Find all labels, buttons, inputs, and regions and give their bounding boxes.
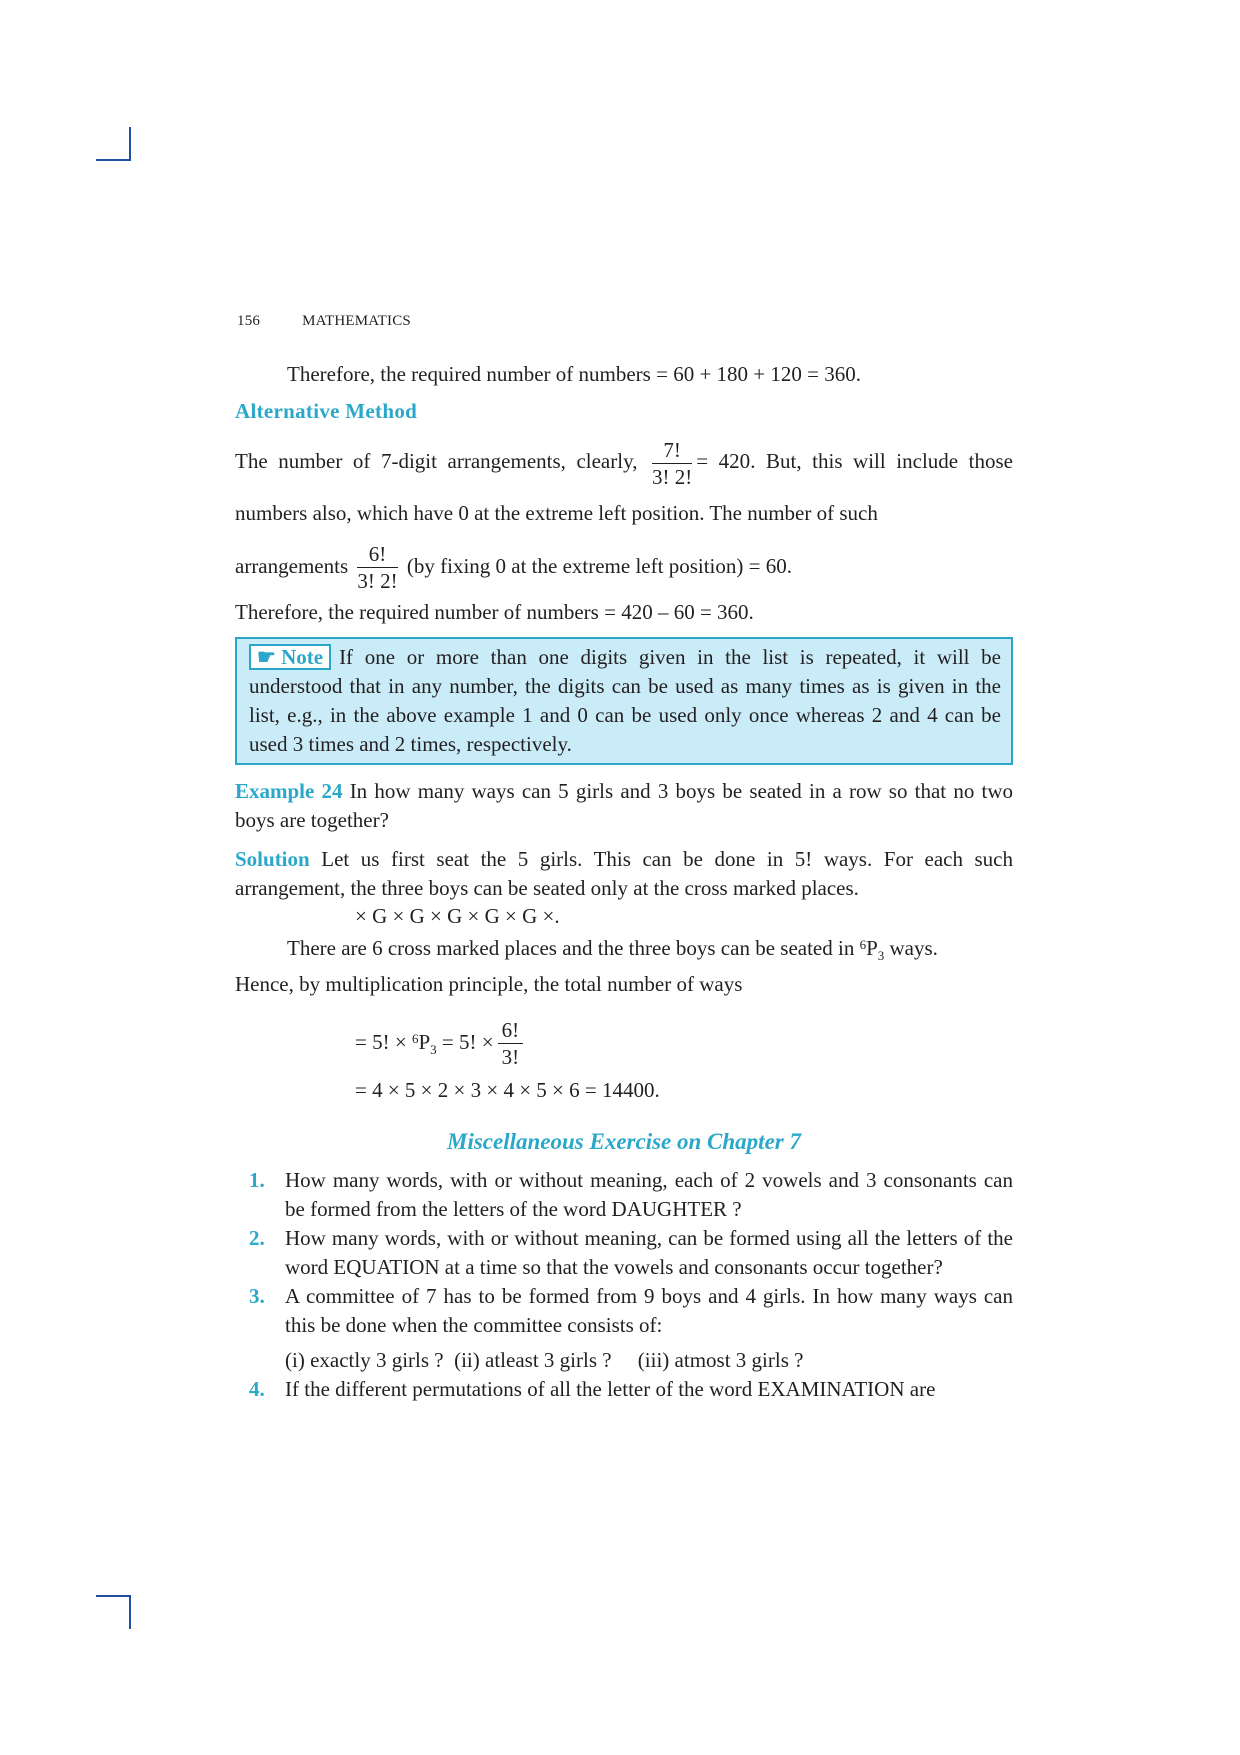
page-header [237, 313, 411, 330]
permutation-symbol-eq [411, 1029, 437, 1057]
solution-line2-post: ways. [889, 935, 938, 960]
perm-superscript: 6 [411, 1030, 419, 1046]
perm-subscript: 3 [877, 947, 885, 963]
fraction-7-factorial [652, 439, 692, 488]
running-title: MATHEMATICS [302, 313, 411, 329]
exercise-text: A committee of 7 has to be formed from 9 boys and 4 girls. In how many ways can this be done when the committee consists of: [285, 1283, 1013, 1337]
perm-subscript: 3 [430, 1041, 437, 1057]
frac-numerator: 7! [652, 439, 692, 464]
crop-mark-bottom-vertical [129, 1595, 131, 1629]
paragraph-arrangements-2 [235, 538, 1013, 594]
para1-post: . But, this will include those numbers also, which have 0 at the extreme left position. The number of such [235, 449, 1013, 525]
para1-eq: = 420 [696, 449, 751, 473]
note-text: If one or more than one digits given in the list is repeated, it will be understood that in any number, the digits can be used as many times as is given in the list, e.g., in the above example 1 and 0 can be used only once whereas 2 and 4 can be used 3 times and 2 times, respectively. [249, 644, 1001, 756]
equation-1 [355, 1013, 1013, 1076]
perm-letter: P [866, 935, 878, 960]
crop-mark-bottom-horizontal [96, 1595, 130, 1597]
page-content [235, 360, 1013, 1404]
frac-numerator: 6! [357, 543, 397, 568]
example-text: In how many ways can 5 girls and 3 boys be seated in a row so that no two boys are together? [235, 778, 1013, 832]
solution-text: Let us first seat the 5 girls. This can be done in 5! ways. For each such arrangement, the three boys can be seated only at the cross marked places. [235, 846, 1014, 900]
list-item [235, 1282, 1013, 1375]
para2-pre: arrangements [235, 553, 349, 578]
exercise-list [235, 1166, 1013, 1404]
exercise-number: 2. [249, 1225, 265, 1250]
eq1-mid: = 5! × [441, 1029, 494, 1054]
page-number: 156 [237, 313, 261, 329]
result-line-2: Therefore, the required number of numbers = 420 – 60 = 360. [235, 599, 754, 624]
solution-paragraph [235, 845, 1013, 903]
example-paragraph [235, 777, 1013, 835]
list-item [235, 1375, 1013, 1404]
crop-mark-top-horizontal [96, 159, 130, 161]
para1-pre: The number of 7-digit arrangements, clearly, [235, 449, 638, 473]
solution-line2-pre: There are 6 cross marked places and the three boys can be seated in [287, 935, 855, 960]
note-label [249, 644, 331, 670]
frac-denominator: 3! 2! [357, 569, 398, 594]
frac-denominator: 3! 2! [652, 464, 693, 489]
note-box [235, 637, 1013, 765]
perm-superscript: 6 [859, 936, 867, 952]
crop-mark-top-vertical [129, 127, 131, 161]
exercise-parts: (i) exactly 3 girls ? (ii) atleast 3 girls ? (iii) atmost 3 girls ? [285, 1347, 804, 1372]
pointing-hand-icon: ☛ [257, 644, 276, 669]
exercise-title: Miscellaneous Exercise on Chapter 7 [447, 1128, 801, 1154]
exercise-text: How many words, with or without meaning, each of 2 vowels and 3 consonants can be formed from the letters of the word DAUGHTER ? [285, 1167, 1013, 1221]
perm-letter: P [418, 1029, 431, 1054]
permutation-symbol [859, 935, 885, 963]
fraction-6-over-3 [498, 1019, 524, 1068]
exercise-number: 3. [249, 1283, 265, 1308]
section-heading: Alternative Method [235, 399, 418, 423]
eq1-pre: = 5! × [355, 1029, 407, 1054]
result-line-1: Therefore, the required number of numbers = 60 + 180 + 120 = 360. [287, 362, 861, 386]
para2-post: (by fixing 0 at the extreme left position) = 60. [406, 553, 792, 578]
equation-2: = 4 × 5 × 2 × 3 × 4 × 5 × 6 = 14400. [355, 1077, 660, 1102]
solution-line-2 [235, 930, 1013, 970]
list-item [235, 1224, 1013, 1282]
cross-marked-line: × G × G × G × G × G ×. [355, 903, 560, 928]
note-label-text: Note [281, 644, 324, 669]
frac-numerator: 6! [498, 1019, 524, 1044]
list-item [235, 1166, 1013, 1224]
exercise-text: How many words, with or without meaning, can be formed using all the letters of the word EQUATION at a time so that the vowels and consonants occur together? [285, 1225, 1013, 1279]
exercise-number: 4. [249, 1376, 265, 1401]
example-label: Example 24 [235, 778, 343, 803]
frac-denominator: 3! [501, 1045, 520, 1070]
solution-line-3: Hence, by multiplication principle, the total number of ways [235, 971, 743, 996]
exercise-number: 1. [249, 1167, 265, 1192]
exercise-text: If the different permutations of all the letter of the word EXAMINATION are [285, 1376, 936, 1401]
fraction-6-factorial [357, 543, 397, 592]
paragraph-arrangements [235, 436, 1013, 538]
solution-label: Solution [235, 846, 310, 871]
